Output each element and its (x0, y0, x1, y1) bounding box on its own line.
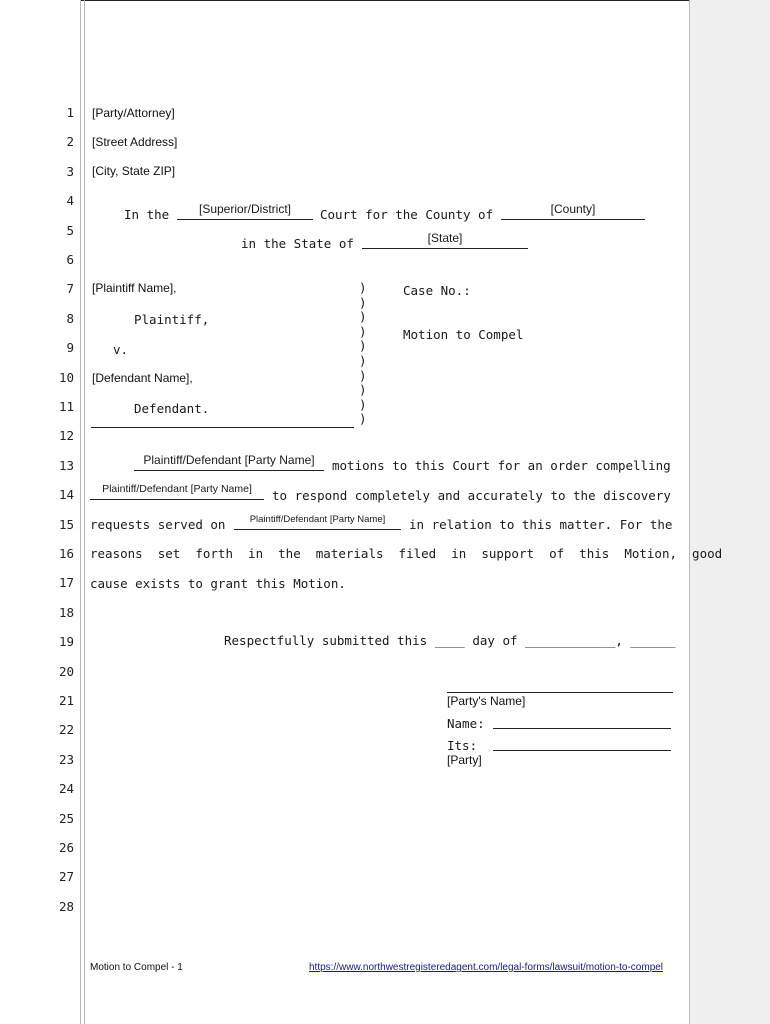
line-number: 16 (58, 546, 74, 561)
court-in-the: In the (124, 207, 170, 222)
its-label: Its: (447, 738, 478, 753)
body-line-3a: requests served on (90, 517, 226, 532)
line-number: 12 (58, 428, 74, 444)
plaintiff-label: Plaintiff, (134, 312, 210, 327)
county-field[interactable]: [County] (501, 203, 645, 220)
defendant-name: [Defendant Name], (92, 371, 193, 385)
court-in-state-of: in the State of (241, 236, 354, 251)
line-number: 22 (58, 722, 74, 738)
caption-parentheses: ) ) ) ) ) ) ) ) ) ) (359, 280, 367, 427)
case-no-label: Case No.: (403, 283, 471, 298)
signature-line[interactable] (447, 691, 673, 693)
caption-underline (91, 426, 354, 428)
line-number: 13 (58, 457, 74, 473)
top-rule (80, 0, 770, 1)
line-number: 28 (58, 898, 74, 914)
name-field[interactable] (493, 727, 671, 729)
defendant-label: Defendant. (134, 401, 210, 416)
line-number: 26 (58, 840, 74, 855)
city-state-zip: [City, State ZIP] (92, 164, 176, 178)
footer-url-link[interactable]: https://www.northwestregisteredagent.com/legal-forms/lawsuit/motion-to-compel (309, 962, 664, 973)
line-number: 17 (58, 575, 74, 591)
street-address: [Street Address] (92, 135, 178, 149)
line-number: 20 (58, 663, 74, 679)
margin-line-inner (84, 0, 85, 1024)
line-number: 19 (58, 634, 74, 650)
body-line-2: to respond completely and accurately to the discovery (272, 488, 671, 503)
line-number: 4 (66, 193, 74, 209)
line-number: 24 (58, 781, 74, 797)
right-gutter (689, 0, 770, 1024)
signer-party-name: [Party's Name] (447, 694, 526, 708)
footer-page-label: Motion to Compel - 1 (90, 962, 183, 973)
plaintiff-name: [Plaintiff Name], (92, 281, 177, 295)
responding-party-field[interactable]: Plaintiff/Defendant [Party Name] (90, 483, 264, 500)
name-label: Name: (447, 716, 485, 731)
submitted-line: Respectfully submitted this ____ day of ____________, ______ (224, 633, 676, 648)
body-line-3b: in relation to this matter. For the (409, 517, 673, 532)
line-number: 27 (58, 869, 74, 885)
state-field[interactable]: [State] (362, 232, 528, 249)
line-number: 7 (66, 281, 74, 297)
court-for-county: Court for the County of (320, 207, 494, 222)
line-number: 2 (66, 134, 74, 150)
margin-line-outer (80, 0, 81, 1024)
court-type-field[interactable]: [Superior/District] (177, 203, 313, 220)
versus: v. (113, 342, 129, 357)
signer-party: [Party] (447, 753, 482, 767)
body-line-5: cause exists to grant this Motion. (90, 576, 346, 591)
line-number: 25 (58, 810, 74, 826)
line-number: 9 (66, 340, 74, 356)
party-attorney: [Party/Attorney] (92, 106, 175, 120)
line-number: 3 (66, 163, 74, 179)
served-party-field[interactable]: Plaintiff/Defendant [Party Name] (234, 513, 401, 530)
line-number: 21 (58, 693, 74, 708)
line-number: 14 (58, 487, 74, 503)
line-number: 15 (58, 516, 74, 532)
body-line-1: motions to this Court for an order compelling (332, 458, 671, 473)
line-number: 1 (66, 105, 74, 120)
document-title: Motion to Compel (403, 327, 524, 342)
line-number: 8 (66, 310, 74, 326)
line-number: 18 (58, 604, 74, 620)
body-line-4: reasons set forth in the materials filed in support of this Motion, good (90, 546, 723, 561)
line-number: 5 (66, 222, 74, 238)
line-number: 6 (66, 252, 74, 267)
moving-party-field[interactable]: Plaintiff/Defendant [Party Name] (134, 454, 324, 471)
line-number: 23 (58, 751, 74, 767)
line-number: 11 (58, 399, 74, 414)
its-field[interactable] (493, 749, 671, 751)
line-number: 10 (58, 369, 74, 385)
